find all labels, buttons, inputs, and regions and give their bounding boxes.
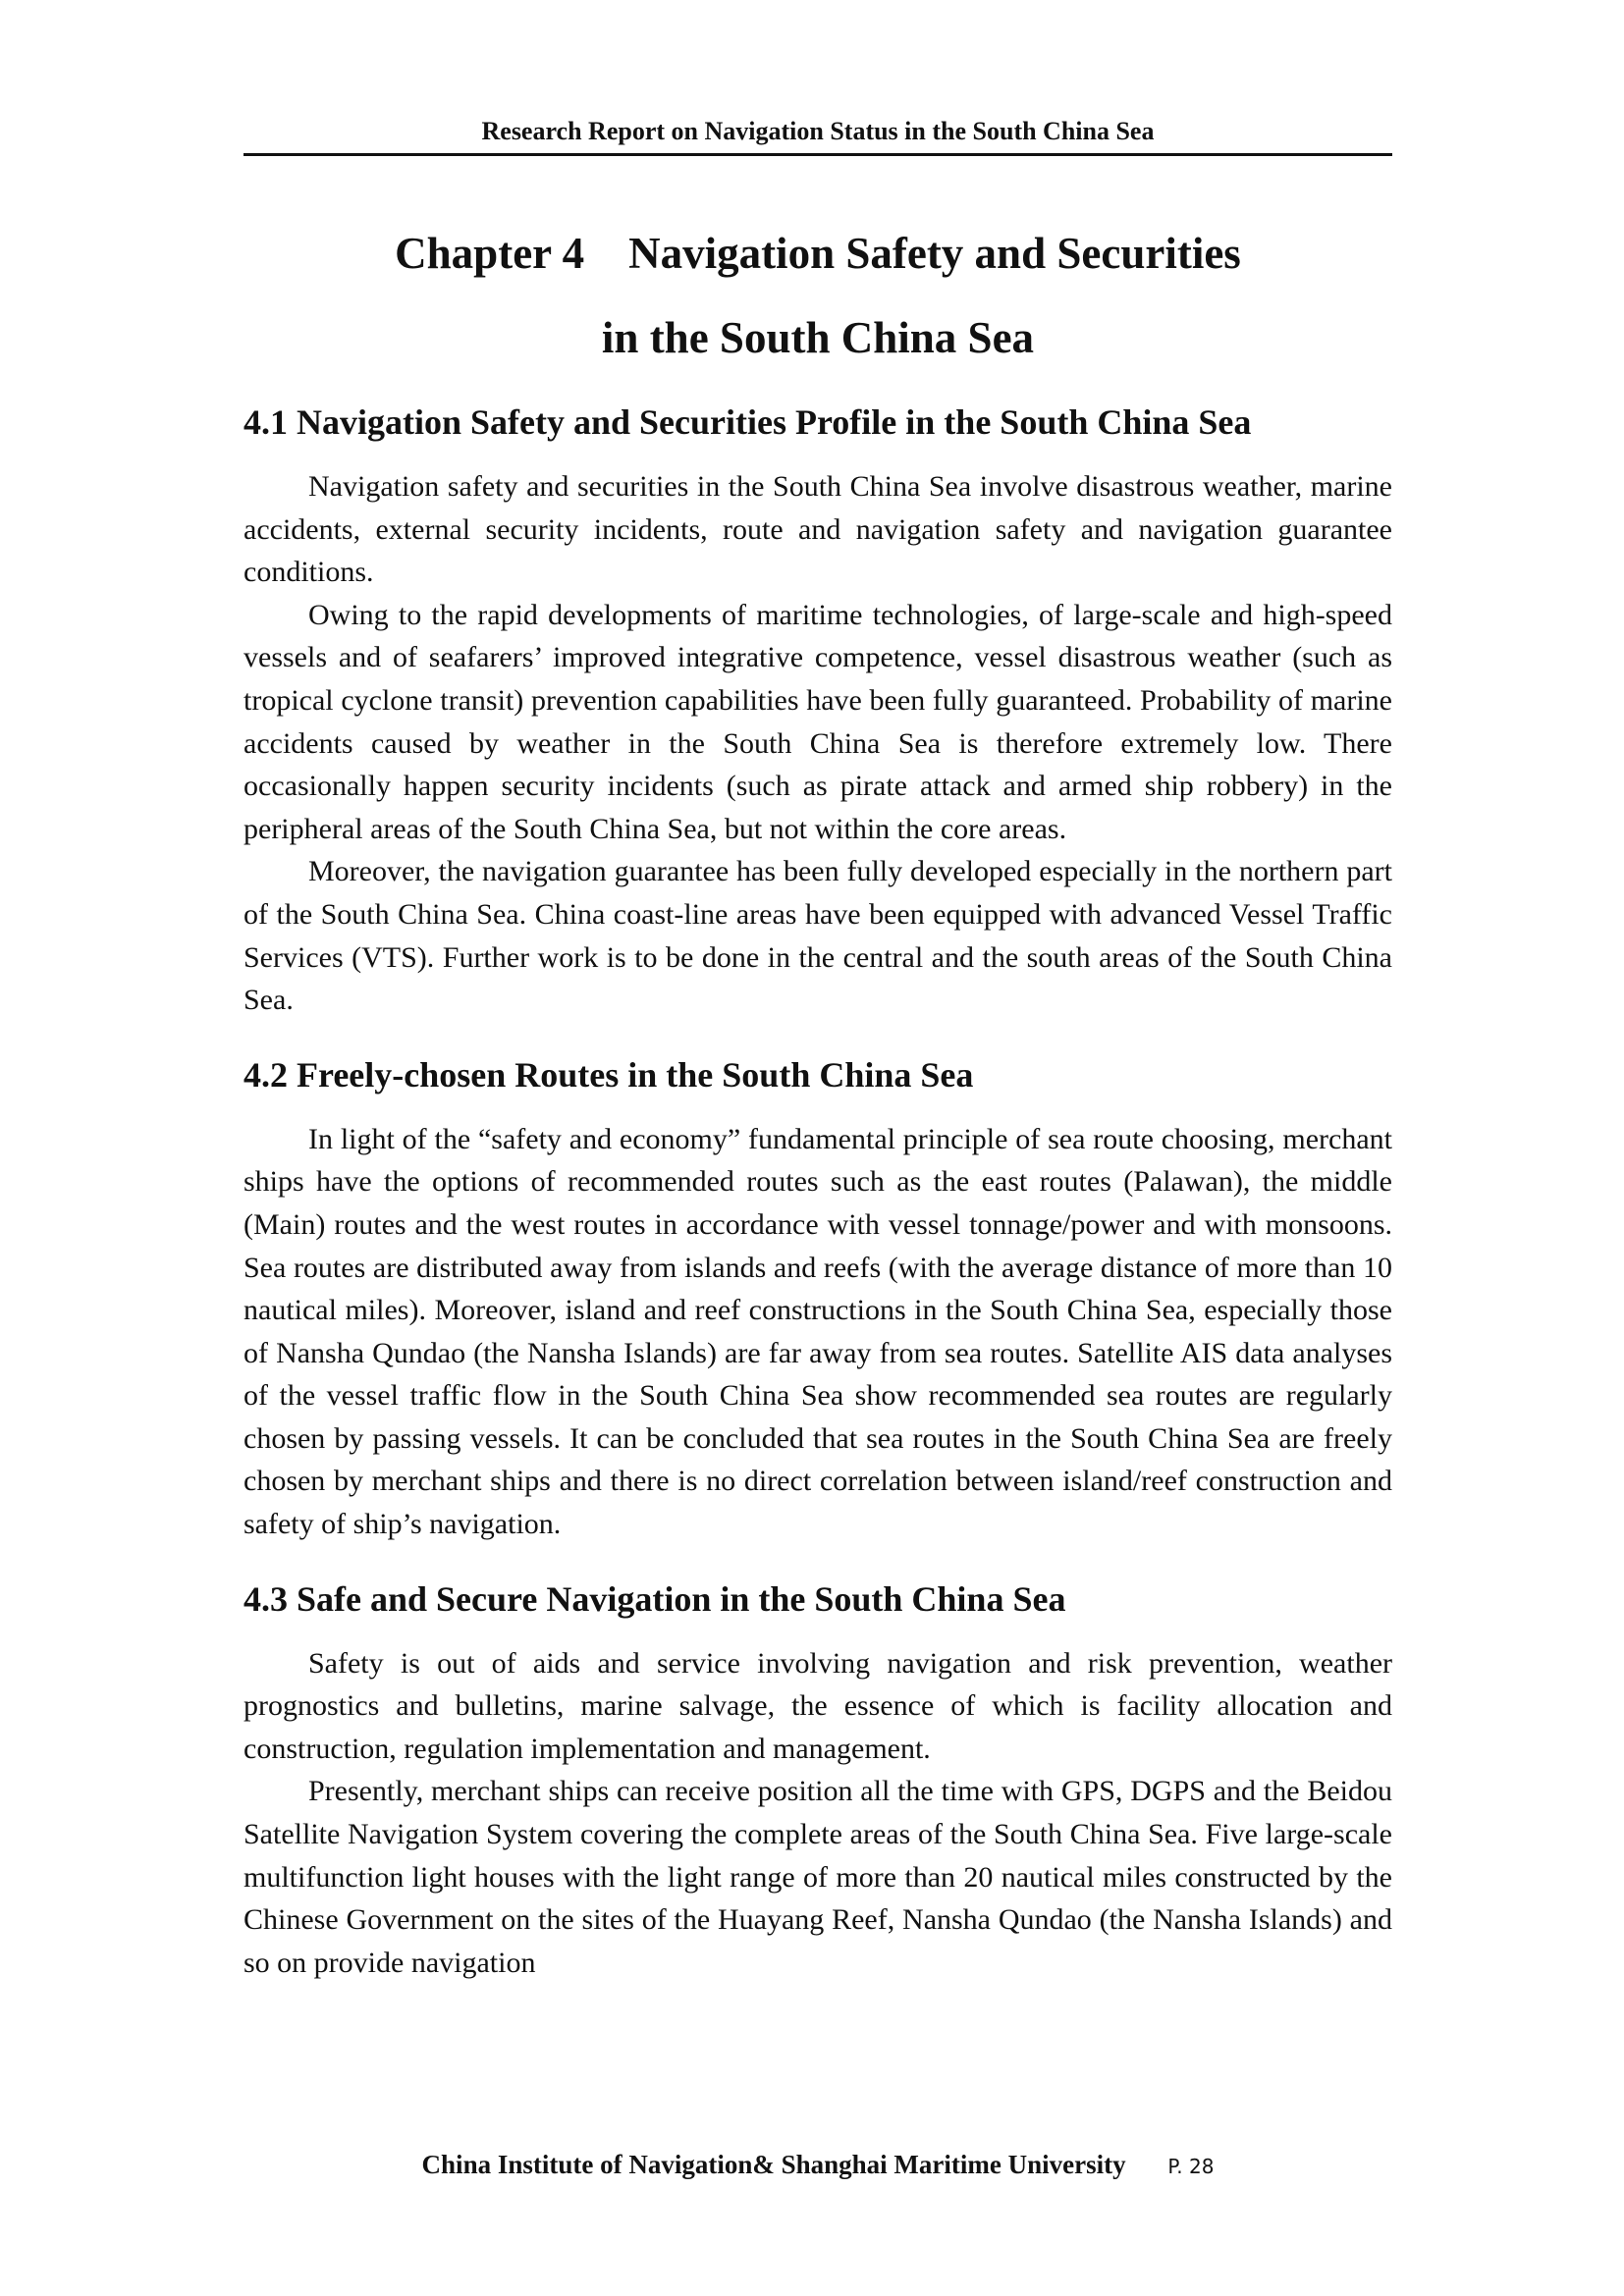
section-4-2 xyxy=(244,1043,1392,1546)
paragraph: Moreover, the navigation guarantee has been fully developed especially in the northern part of the South China Sea. China coast-line areas have been equipped with advanced Vessel Traffic Services (VTS). Further work is to be done in the central and the south areas of the South China Sea. xyxy=(244,855,1392,1017)
paragraph: In light of the “safety and economy” fundamental principle of sea route choosing, merchant ships have the options of recommended routes such as the east routes (Palawan), the middle (Main) routes and the west routes in accordance with vessel tonnage/power and with monsoons. Sea routes are distributed away from islands and reefs (with the average distance of more than 10 nautical miles). Moreover, island and reef constructions in the South China Sea, especially those of Nansha Qundao (the Nansha Islands) are far away from sea routes. Satellite AIS data analyses of the vessel traffic flow in the South China Sea show recommended sea routes are regularly chosen by passing vessels. It can be concluded that sea routes in the South China Sea are freely chosen by merchant ships and there is no direct correlation between island/reef construction and safety of ship’s navigation. xyxy=(244,1122,1392,1541)
paragraph: Owing to the rapid developments of maritime technologies, of large-scale and high-speed vessels and of seafarers’ improved integrative competence, vessel disastrous weather (such as tropical cyclone transit) prevention capabilities have been fully guaranteed. Probability of marine accidents caused by weather in the South China Sea is therefore extremely low. There occasionally happen security incidents (such as pirate attack and armed ship robbery) in the peripheral areas of the South China Sea, but not within the core areas. xyxy=(244,598,1392,845)
paragraph: Navigation safety and securities in the South China Sea involve disastrous weather, marine accidents, external security incidents, route and navigation safety and navigation guarantee conditions. xyxy=(244,470,1392,589)
chapter-title-line-1: Chapter 4 Navigation Safety and Securities xyxy=(395,229,1241,278)
section-heading: 4.1 Navigation Safety and Securities Profile in the South China Sea xyxy=(244,402,1252,442)
page-number: P. 28 xyxy=(1167,2155,1215,2178)
page-footer xyxy=(244,2148,1392,2183)
section-heading: 4.2 Freely-chosen Routes in the South China Sea xyxy=(244,1054,974,1095)
paragraph: Presently, merchant ships can receive position all the time with GPS, DGPS and the Beidou Satellite Navigation System covering the complete areas of the South China Sea. Five large-scale multifunction light houses with the light range of more than 20 nautical miles constructed by the Chinese Government on the sites of the Huayang Reef, Nansha Qundao (the Nansha Islands) and so on provide navigation xyxy=(244,1775,1392,1979)
section-4-3 xyxy=(244,1568,1392,1985)
footer-institution: China Institute of Navigation& Shanghai Maritime University xyxy=(421,2150,1126,2179)
chapter-body xyxy=(244,391,1392,1984)
running-title: Research Report on Navigation Status in the South China Sea xyxy=(481,117,1155,145)
chapter-title xyxy=(244,211,1392,380)
running-header xyxy=(244,116,1392,156)
section-4-1 xyxy=(244,391,1392,1022)
paragraph: Safety is out of aids and service involving navigation and risk prevention, weather prognostics and bulletins, marine salvage, the essence of which is facility allocation and construction, regulation implementation and management. xyxy=(244,1646,1392,1765)
chapter-title-line-2: in the South China Sea xyxy=(601,313,1035,362)
section-heading: 4.3 Safe and Secure Navigation in the South China Sea xyxy=(244,1578,1066,1619)
